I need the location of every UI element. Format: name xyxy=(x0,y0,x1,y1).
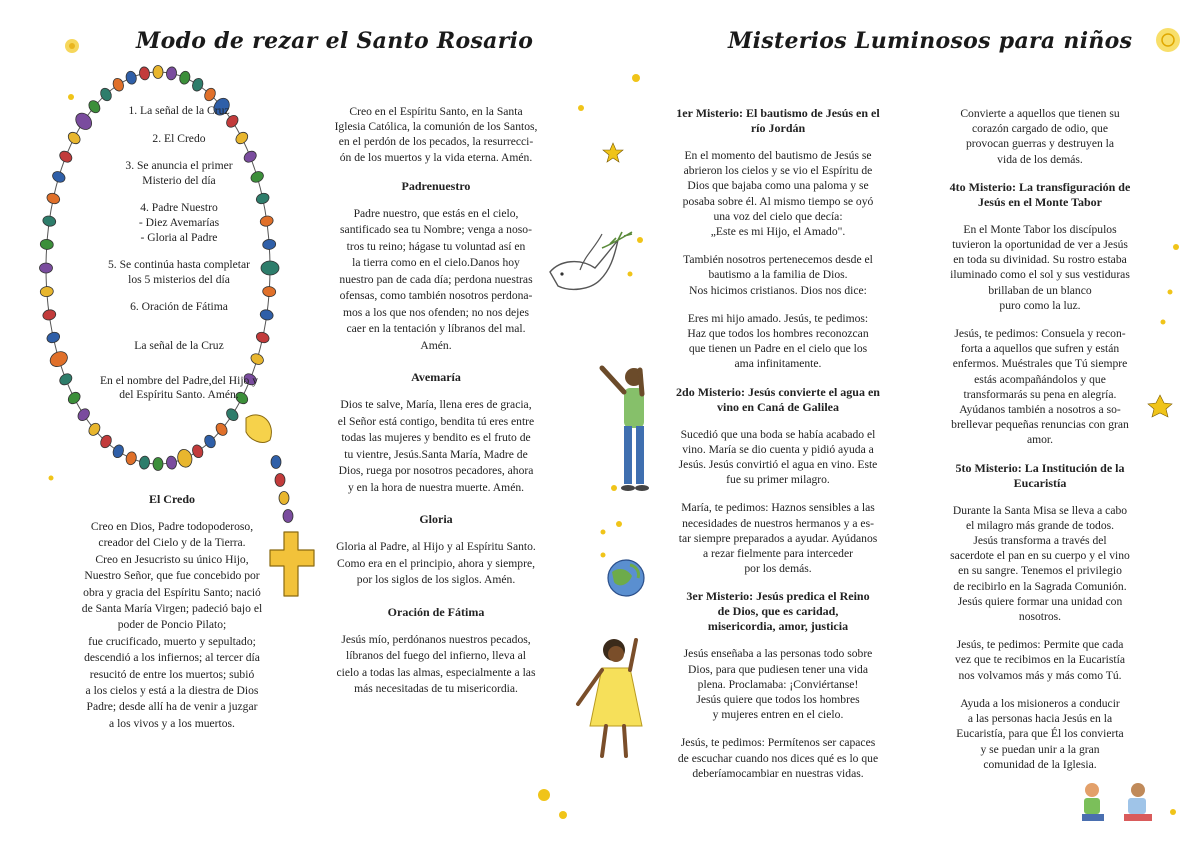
rosary-bead xyxy=(40,286,54,297)
rosary-bead xyxy=(125,451,138,466)
avemaria-text: Dios te salve, María, llena eres de gracia, el Señor está contigo, bendita tú eres entre todas las mujeres y bendito es el fruto de tu vientre, Jesús.Santa María, Madre de Dios, ruega por nosotros pecadores, ahora y en la hora de nuestra muerte. Amén. xyxy=(337,398,535,494)
mystery-3-continued: Convierte a aquellos que tienen su corazón cargado de odio, que provocan guerras y destruyen la vida de los demás. xyxy=(960,107,1120,166)
rosary-bead xyxy=(275,474,285,487)
rosary-bead xyxy=(58,149,74,165)
step-item: 4. Padre Nuestro - Diez Avemarías - Gloria al Padre xyxy=(138,201,220,244)
rosary-bead xyxy=(48,349,70,370)
mystery-2-prayer: María, te pedimos: Haznos sensibles a las necesidades de nuestros hermanos y a es- tar siempre preparados a ayudar. Ayúdanos a rezar fielmente para interceder por los demás. xyxy=(678,501,878,576)
mystery-5-prayer: Jesús, te pedimos: Permite que cada vez que te recibimos en la Eucaristía nos volvamos más y más como Tú. xyxy=(955,638,1125,682)
padrenuestro-text: Padre nuestro, que estás en el cielo, santificado sea tu Nombre; venga a noso- tros tu reino; hágase tu voluntad así en la tierra como en el cielo.Danos hoy nuestro pan de cada día; perdona nuestras ofensas, como también nosotros perdona- mos a los que nos ofenden; no nos dejes caer en la tentación y líbranos del mal. Amén. xyxy=(339,206,533,352)
rosary-bead xyxy=(176,448,194,469)
credo-heading: El Credo xyxy=(148,492,196,506)
rosary-bead xyxy=(45,331,61,345)
credo-continued: Creo en el Espíritu Santo, en la Santa Iglesia Católica, la comunión de los Santos, en el perdón de los pecados, la resurrecci- ón de los muertos y la vida eterna. Amén. xyxy=(334,105,538,164)
mystery-2-text: Sucedió que una boda se había acabado el vino. María se dio cuenta y pidió ayuda a Jesús. Jesús convirtió el agua en vino. Este fue su primer milagro. xyxy=(678,427,878,487)
mystery-3-heading: 3er Misterio: Jesús predica el Reino de Dios, que es caridad, misericordia, amor, justicia xyxy=(686,589,870,634)
left-title: Modo de rezar el Santo Rosario xyxy=(136,28,534,54)
gloria-text: Gloria al Padre, al Hijo y al Espíritu Santo. Como era en el principio, ahora y siempre, por los siglos de los siglos. Amén. xyxy=(336,540,536,587)
rosary-steps xyxy=(74,104,284,416)
rosary-bead xyxy=(40,263,53,273)
step-item: 3. Se anuncia el primer Misterio del día xyxy=(125,159,233,187)
child-reaching-illustration xyxy=(602,368,649,491)
mystery-1-prayer: Eres mi hijo amado. Jesús, te pedimos: Haz que todos los hombres reconozcan que tienen un Padre en el cielo que los ama infinitamente. xyxy=(687,311,869,371)
mystery-4-text: En el Monte Tabor los discípulos tuvieron la oportunidad de ver a Jesús en toda su divinidad. Su rostro estaba iluminado como el sol y sus vestiduras brillaban de un blanco puro como la luz. xyxy=(950,222,1130,312)
avemaria-heading: Avemaría xyxy=(411,370,461,385)
credo-section xyxy=(54,492,290,745)
rosary-bead xyxy=(45,192,61,206)
rosary-bead xyxy=(191,77,205,93)
mystery-3-prayer: Jesús, te pedimos: Permítenos ser capaces de escuchar cuando nos dices qué es lo que deberíamocambiar en nuestras vidas. xyxy=(677,736,879,780)
rosary-bead xyxy=(191,443,205,459)
sun-icon xyxy=(1156,28,1180,52)
mystery-4-prayer: Jesús, te pedimos: Consuela y recon- forta a aquellos que sufren y están enfermos. Muéstrales que Tú siempre estás acompañándolos y que transformarás su pena en alegría. Ayúdanos también a nosotros a so- brellevar pequeñas renuncias con gran amor. xyxy=(951,327,1129,447)
senal-text: En el nombre del Padre,del Hijo y del Espíritu Santo. Amén. xyxy=(99,373,259,402)
rosary-bead xyxy=(139,66,150,80)
rosary-bead xyxy=(58,371,74,387)
rosary-bead xyxy=(166,66,177,80)
girl-dancing-illustration xyxy=(578,639,642,756)
credo-text: Creo en Dios, Padre todopoderoso, creador del Cielo y de la Tierra. Creo en Jesucristo su único Hijo, Nuestro Señor, que fue concebido por obra y gracia del Espíritu Santo; nació de Santa María Virgen; padeció bajo el poder de Poncio Pilato; fue crucificado, muerto y sepultado; descendió a los infiernos; al tercer día resucitó de entre los muertos; subió a los cielos y está a la diestra de Dios Padre; desde allí ha de venir a juzgar a los vivos y a los muertos. xyxy=(81,520,263,730)
step-item: 2. El Credo xyxy=(152,131,206,145)
mysteries-column-2 xyxy=(918,106,1162,785)
mystery-5-mission: Ayuda a los misioneros a conducir a las personas hacia Jesús en la Eucaristía, para que Él los convierta y se puedan unir a la gran comunidad de la Iglesia. xyxy=(956,696,1124,771)
mystery-3-text: Jesús enseñaba a las personas todo sobre Dios, para que pudiesen tener una vida plena. Proclamaba: ¡Conviértanse! Jesús quiere que todos los hombres y mujeres entren en el cielo. xyxy=(683,647,873,722)
step-item: 1. La señal de la Cruz xyxy=(128,104,230,117)
mysteries-column-1 xyxy=(650,106,906,794)
rosary-bead xyxy=(51,169,67,184)
rosary-bead xyxy=(125,70,138,85)
rosary-bead xyxy=(153,458,163,471)
padrenuestro-heading: Padrenuestro xyxy=(401,178,471,193)
globe-icon xyxy=(608,560,644,596)
rosary-bead xyxy=(111,443,125,459)
right-title: Misterios Luminosos para niños xyxy=(728,28,1133,54)
mystery-2-heading: 2do Misterio: Jesús convierte el agua en vino en Caná de Galilea xyxy=(676,384,880,414)
rosary-bead xyxy=(42,215,57,228)
mystery-4-heading: 4to Misterio: La transfiguración de Jesús en el Monte Tabor xyxy=(949,179,1131,209)
fatima-heading: Oración de Fátima xyxy=(387,604,485,619)
rosary-bead xyxy=(166,456,177,470)
sun-icon xyxy=(65,39,79,53)
rosary-bead xyxy=(178,70,191,85)
rosary-medal xyxy=(246,415,271,443)
rosary-bead xyxy=(42,308,57,321)
mystery-5-heading: 5to Misterio: La Institución de la Eucaristía xyxy=(955,460,1125,490)
fatima-text: Jesús mío, perdónanos nuestros pecados, líbranos del fuego del infierno, lleva al cielo a todas las almas, especialmente a las más necesitadas de tu misericordia. xyxy=(336,632,536,696)
step-item: 6. Oración de Fátima xyxy=(130,300,228,314)
rosary-bead xyxy=(139,456,150,470)
mystery-1-heading: 1er Misterio: El bautismo de Jesús en el río Jordán xyxy=(676,106,880,135)
rosary-bead xyxy=(40,239,54,250)
rosary-bead xyxy=(153,66,163,79)
step-item: 5. Se continúa hasta completar los 5 misterios del día xyxy=(108,258,250,286)
prayers-column xyxy=(306,104,566,711)
rosary-bead xyxy=(111,77,125,93)
mystery-1-text: En el momento del bautismo de Jesús se abrieron los cielos y se vio el Espíritu de Dios que bajaba como una paloma y se posaba sobre él. Al mismo tiempo se oyó una voz del cielo que decía: „Este es mi Hijo, el Amado". xyxy=(682,149,874,239)
mystery-1-text: También nosotros pertenecemos desde el bautismo a la familia de Dios. Nos hicimos cristianos. Dios nos dice: xyxy=(683,253,873,297)
gloria-heading: Gloria xyxy=(419,512,453,527)
rosary-bead xyxy=(271,456,281,469)
children-sitting-illustration xyxy=(1082,783,1152,821)
mystery-5-text: Durante la Santa Misa se lleva a cabo el milagro más grande de todos. Jesús transforma a través del sacerdote el pan en su cuerpo y el vino en su sangre. Tenemos el privilegio de recibirlo en la Sagrada Comunión. Jesús quiere formar una unidad con nosotros. xyxy=(950,503,1130,624)
senal-heading: La señal de la Cruz xyxy=(134,338,224,352)
